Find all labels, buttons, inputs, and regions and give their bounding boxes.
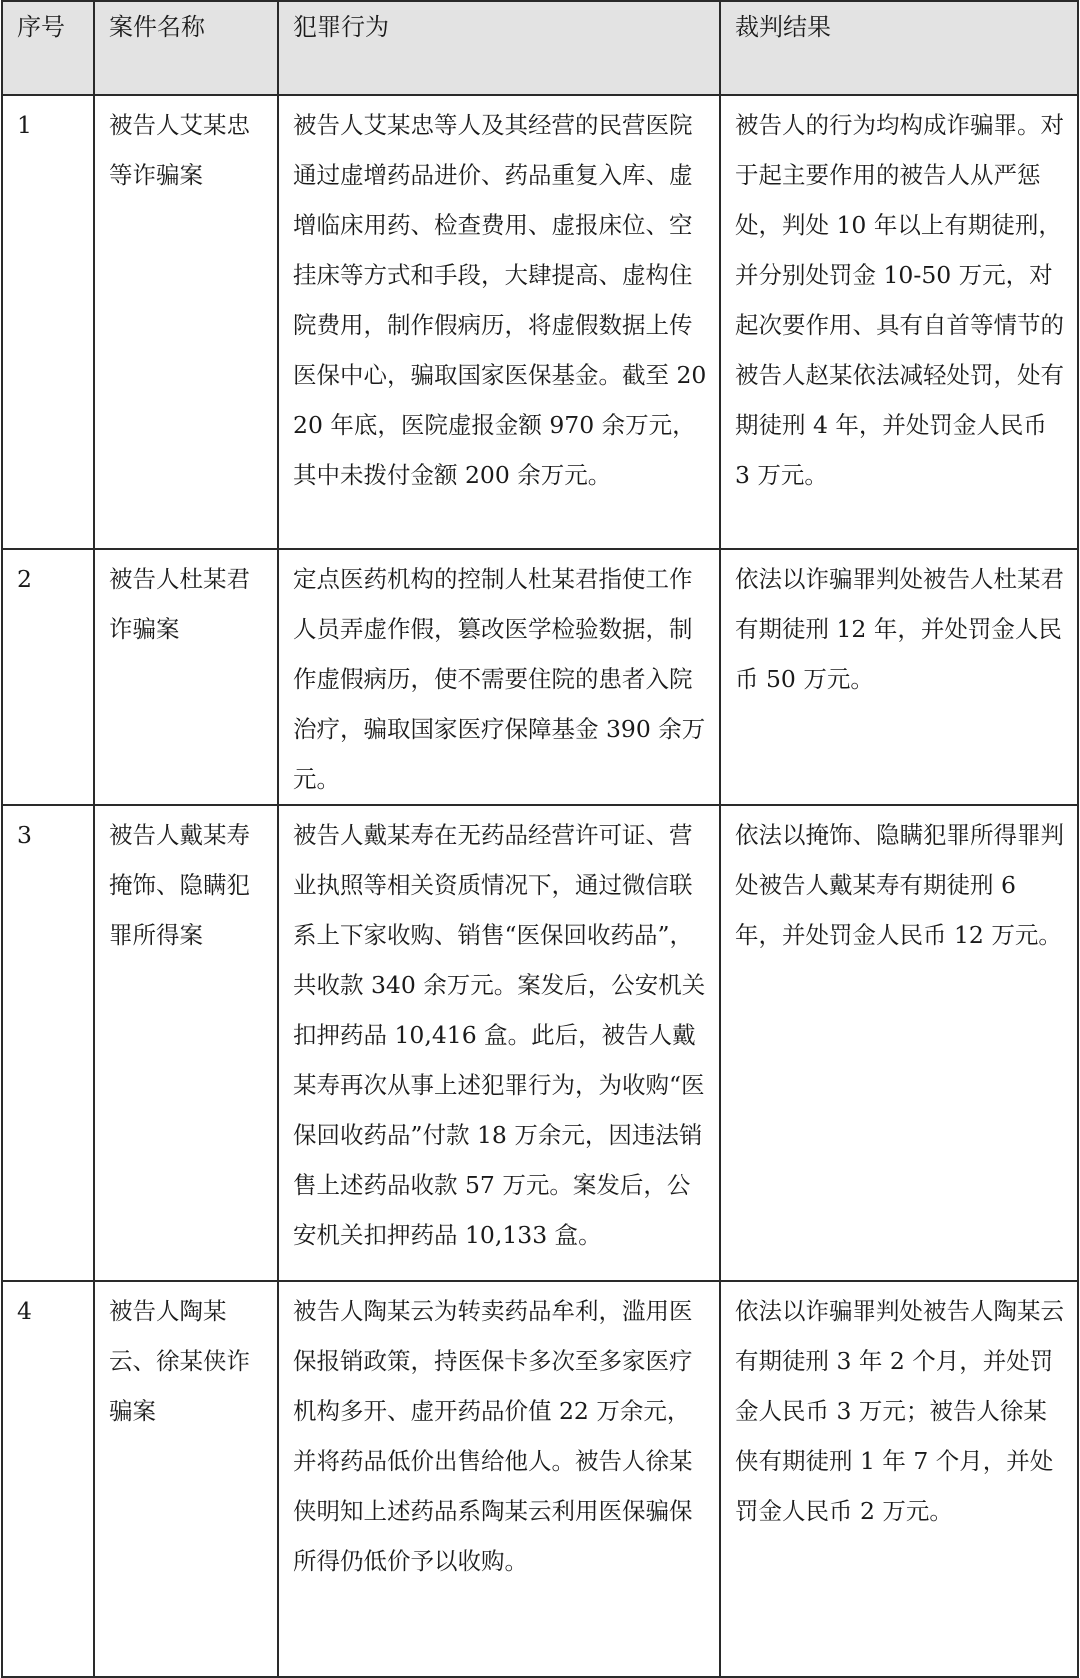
cell-serial-number: 4 [2, 1281, 94, 1677]
cell-criminal-act: 被告人艾某忠等人及其经营的民营医院通过虚增药品进价、药品重复入库、虚增临床用药、检查费用、虚报床位、空挂床等方式和手段，大肆提高、虚构住院费用，制作假病历，将虚假数据上传医保中心，骗取国家医保基金。截至 2020 年底，医院虚报金额 970 余万元，其中未拨付金额 200 余万元。 [278, 95, 720, 549]
cell-verdict: 依法以诈骗罪判处被告人陶某云有期徒刑 3 年 2 个月，并处罚金人民币 3 万元；被告人徐某侠有期徒刑 1 年 7 个月，并处罚金人民币 2 万元。 [720, 1281, 1078, 1677]
table-header [2, 1, 1078, 95]
header-verdict: 裁判结果 [720, 1, 1078, 95]
table-body [2, 95, 1078, 1677]
cell-verdict: 被告人的行为均构成诈骗罪。对于起主要作用的被告人从严惩处，判处 10 年以上有期徒刑，并分别处罚金 10-50 万元，对起次要作用、具有自首等情节的被告人赵某依法减轻处罚，处有期徒刑 4 年，并处罚金人民币 3 万元。 [720, 95, 1078, 549]
cell-serial-number: 3 [2, 805, 94, 1281]
cell-serial-number: 1 [2, 95, 94, 549]
cell-criminal-act: 定点医药机构的控制人杜某君指使工作人员弄虚作假，篡改医学检验数据，制作虚假病历，使不需要住院的患者入院治疗，骗取国家医疗保障基金 390 余万元。 [278, 549, 720, 805]
cell-criminal-act: 被告人陶某云为转卖药品牟利，滥用医保报销政策，持医保卡多次至多家医疗机构多开、虚开药品价值 22 万余元，并将药品低价出售给他人。被告人徐某侠明知上述药品系陶某云利用医保骗保所得仍低价予以收购。 [278, 1281, 720, 1677]
table-row [2, 1281, 1078, 1677]
table-row [2, 549, 1078, 805]
cell-case-name: 被告人杜某君诈骗案 [94, 549, 278, 805]
header-serial-number: 序号 [2, 1, 94, 95]
header-case-name: 案件名称 [94, 1, 278, 95]
cell-case-name: 被告人戴某寿掩饰、隐瞒犯罪所得案 [94, 805, 278, 1281]
cell-case-name: 被告人陶某云、徐某侠诈骗案 [94, 1281, 278, 1677]
cell-serial-number: 2 [2, 549, 94, 805]
header-criminal-act: 犯罪行为 [278, 1, 720, 95]
cell-verdict: 依法以诈骗罪判处被告人杜某君有期徒刑 12 年，并处罚金人民币 50 万元。 [720, 549, 1078, 805]
header-row [2, 1, 1078, 95]
cell-criminal-act: 被告人戴某寿在无药品经营许可证、营业执照等相关资质情况下，通过微信联系上下家收购、销售“医保回收药品”，共收款 340 余万元。案发后，公安机关扣押药品 10,416 盒。此后，被告人戴某寿再次从事上述犯罪行为，为收购“医保回收药品”付款 18 万余元，因违法销售上述药品收款 57 万元。案发后，公安机关扣押药品 10,133 盒。 [278, 805, 720, 1281]
case-table [1, 0, 1079, 1678]
cell-verdict: 依法以掩饰、隐瞒犯罪所得罪判处被告人戴某寿有期徒刑 6 年，并处罚金人民币 12 万元。 [720, 805, 1078, 1281]
table-row [2, 95, 1078, 549]
table-row [2, 805, 1078, 1281]
cell-case-name: 被告人艾某忠等诈骗案 [94, 95, 278, 549]
